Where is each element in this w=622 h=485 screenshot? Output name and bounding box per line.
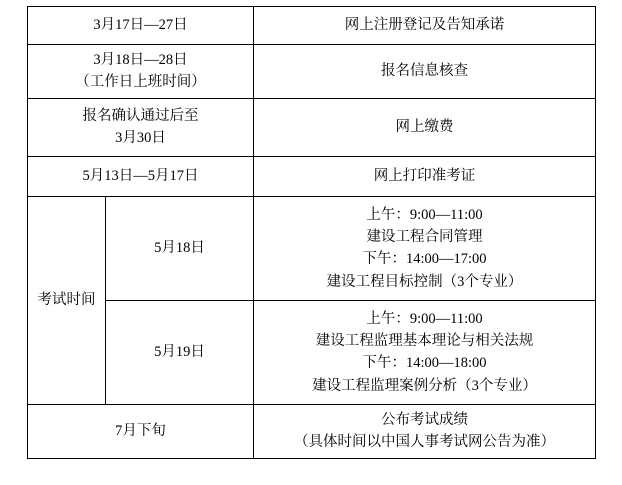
exam-schedule-table <box>27 6 596 459</box>
row-content-cell <box>254 300 596 404</box>
row-content-cell <box>254 404 596 458</box>
content-line: 上午：9:00—11:00 <box>366 310 483 327</box>
row-content-cell <box>254 98 596 156</box>
date-line: 3月17日—27日 <box>93 17 188 34</box>
content-line: 建设工程合同管理 <box>366 228 483 245</box>
date-line: 3月30日 <box>115 130 166 147</box>
date-line: 报名确认通过后至 <box>82 107 199 124</box>
row-date-cell <box>28 45 254 99</box>
date-line: 5月19日 <box>154 344 205 361</box>
content-line: 建设工程监理案例分析（3个专业） <box>312 377 537 394</box>
table-row <box>28 45 596 99</box>
content-line: 上午：9:00—11:00 <box>366 206 483 223</box>
exam-time-label-cell <box>28 196 106 404</box>
date-line: （工作日上班时间） <box>75 74 206 91</box>
row-content-cell <box>254 7 596 45</box>
table-row <box>28 300 596 404</box>
row-date-cell <box>106 196 254 300</box>
content-line: 下午：14:00—17:00 <box>362 251 487 268</box>
exam-time-label: 考试时间 <box>37 292 96 309</box>
row-date-cell <box>28 404 254 458</box>
table-row <box>28 196 596 300</box>
date-line: 5月18日 <box>154 240 205 257</box>
date-line: 3月18日—28日 <box>93 52 188 68</box>
row-content-cell <box>254 196 596 300</box>
table-row <box>28 404 596 458</box>
content-line: （具体时间以中国人事考试网公告为准） <box>294 434 555 451</box>
date-line: 7月下旬 <box>115 423 166 440</box>
content-line: 公布考试成绩 <box>381 411 468 428</box>
content-line: 建设工程监理基本理论与相关法规 <box>315 332 534 349</box>
content-line: 网上注册登记及告知承诺 <box>344 17 505 34</box>
row-date-cell <box>28 7 254 45</box>
content-line: 建设工程目标控制（3个专业） <box>326 273 523 290</box>
row-content-cell <box>254 156 596 196</box>
schedule-table-body <box>28 7 596 459</box>
content-line: 下午：14:00—18:00 <box>362 355 487 372</box>
content-line: 网上缴费 <box>395 119 454 136</box>
content-line: 网上打印准考证 <box>373 168 476 185</box>
row-date-cell <box>106 300 254 404</box>
table-row <box>28 156 596 196</box>
row-content-cell <box>254 45 596 99</box>
date-line: 5月13日—5月17日 <box>82 168 199 185</box>
table-row <box>28 98 596 156</box>
content-line: 报名信息核查 <box>381 63 468 80</box>
row-date-cell <box>28 98 254 156</box>
table-row <box>28 7 596 45</box>
row-date-cell <box>28 156 254 196</box>
